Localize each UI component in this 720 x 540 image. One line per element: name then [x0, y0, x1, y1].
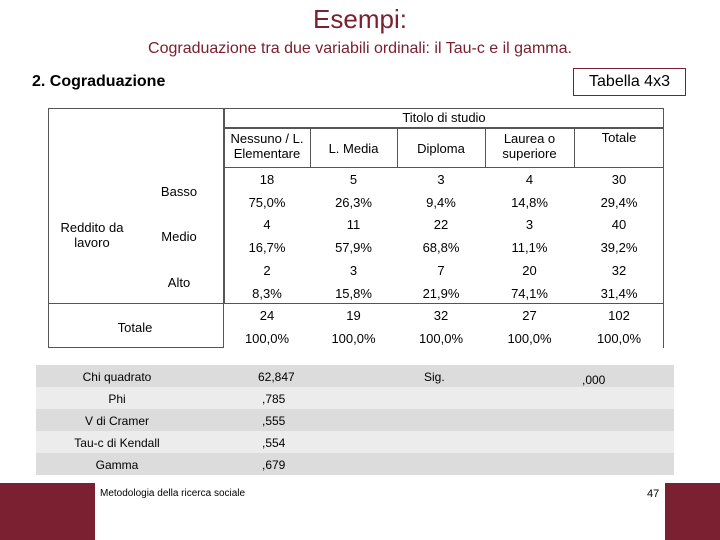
- count-cell: 5: [349, 172, 358, 187]
- count-cell: 7: [437, 263, 445, 278]
- stat-value: ,555: [262, 414, 286, 428]
- count-cell: 3: [437, 172, 445, 187]
- page-number: 47: [647, 488, 660, 500]
- total-pct-cell: 100,0%: [418, 331, 464, 346]
- col-header: Diploma: [417, 141, 465, 156]
- count-cell: 3: [525, 217, 534, 232]
- total-pct-cell: 100,0%: [244, 331, 290, 346]
- total-count-cell: 19: [346, 308, 361, 323]
- pct-cell: 57,9%: [335, 240, 372, 255]
- row-label: Medio: [161, 229, 197, 244]
- count-cell: 20: [522, 263, 537, 278]
- row-label: Alto: [167, 275, 191, 290]
- count-cell: 22: [433, 217, 449, 232]
- total-count-cell: 24: [259, 308, 275, 323]
- pct-cell: 16,7%: [248, 240, 286, 255]
- pct-cell: 9,4%: [426, 195, 456, 210]
- pct-cell: 8,3%: [252, 286, 282, 301]
- count-cell: 2: [263, 263, 271, 278]
- slide-title: Esempi:: [313, 4, 407, 34]
- stat-label: Tau-c di Kendall: [74, 436, 160, 450]
- row-group-label: Reddito da lavoro: [60, 220, 124, 250]
- table-label: Tabella 4x3: [573, 68, 686, 96]
- stat-value: 62,847: [258, 370, 295, 384]
- stat-label: Gamma: [95, 458, 139, 472]
- col-header: L. Media: [328, 141, 379, 156]
- stat-label: Phi: [108, 392, 126, 406]
- stat-label: Chi quadrato: [82, 370, 152, 384]
- total-count-cell: 32: [433, 308, 449, 323]
- pct-cell: 75,0%: [248, 195, 286, 210]
- col-header: Laurea o superiore: [502, 131, 557, 161]
- count-cell: 30: [611, 172, 627, 187]
- stat-label: V di Cramer: [84, 414, 149, 428]
- col-group-label: Titolo di studio: [402, 110, 486, 125]
- pct-cell: 68,8%: [422, 240, 460, 255]
- total-pct-cell: 100,0%: [331, 331, 376, 346]
- count-cell: 11: [346, 217, 361, 232]
- pct-cell: 29,4%: [600, 195, 638, 210]
- total-count-cell: 102: [608, 308, 630, 323]
- pct-cell: 74,1%: [511, 286, 548, 301]
- slide-subtitle: Cograduazione tra due variabili ordinali: il Tau-c e il gamma.: [148, 40, 572, 57]
- total-pct-cell: 100,0%: [596, 331, 642, 346]
- col-header: Totale: [601, 130, 637, 145]
- pct-cell: 31,4%: [600, 286, 638, 301]
- pct-cell: 15,8%: [335, 286, 372, 301]
- total-divider: [48, 303, 664, 304]
- count-cell: 4: [525, 172, 534, 187]
- pct-cell: 14,8%: [511, 195, 548, 210]
- col-header: Nessuno / L. Elementare: [230, 131, 304, 161]
- stat-value: ,554: [262, 436, 286, 450]
- pct-cell: 39,2%: [600, 240, 638, 255]
- pct-cell: 26,3%: [335, 195, 372, 210]
- stat-value: ,785: [262, 392, 286, 406]
- stat-value: ,679: [262, 458, 286, 472]
- sig-label: Sig.: [424, 370, 445, 384]
- count-cell: 32: [611, 263, 627, 278]
- section-heading: 2. Cograduazione: [32, 73, 166, 90]
- count-cell: 3: [349, 263, 358, 278]
- total-pct-cell: 100,0%: [507, 331, 552, 346]
- pct-cell: 21,9%: [422, 286, 460, 301]
- count-cell: 18: [259, 172, 275, 187]
- count-cell: 40: [611, 217, 627, 232]
- row-label: Basso: [160, 184, 198, 199]
- sig-value: ,000: [582, 373, 606, 387]
- total-count-cell: 27: [522, 308, 537, 323]
- data-left-edge: [224, 168, 225, 303]
- count-cell: 4: [263, 217, 271, 232]
- footer-text: Metodologia della ricerca sociale: [100, 488, 246, 499]
- pct-cell: 11,1%: [511, 240, 548, 255]
- total-row-label: Totale: [117, 320, 153, 335]
